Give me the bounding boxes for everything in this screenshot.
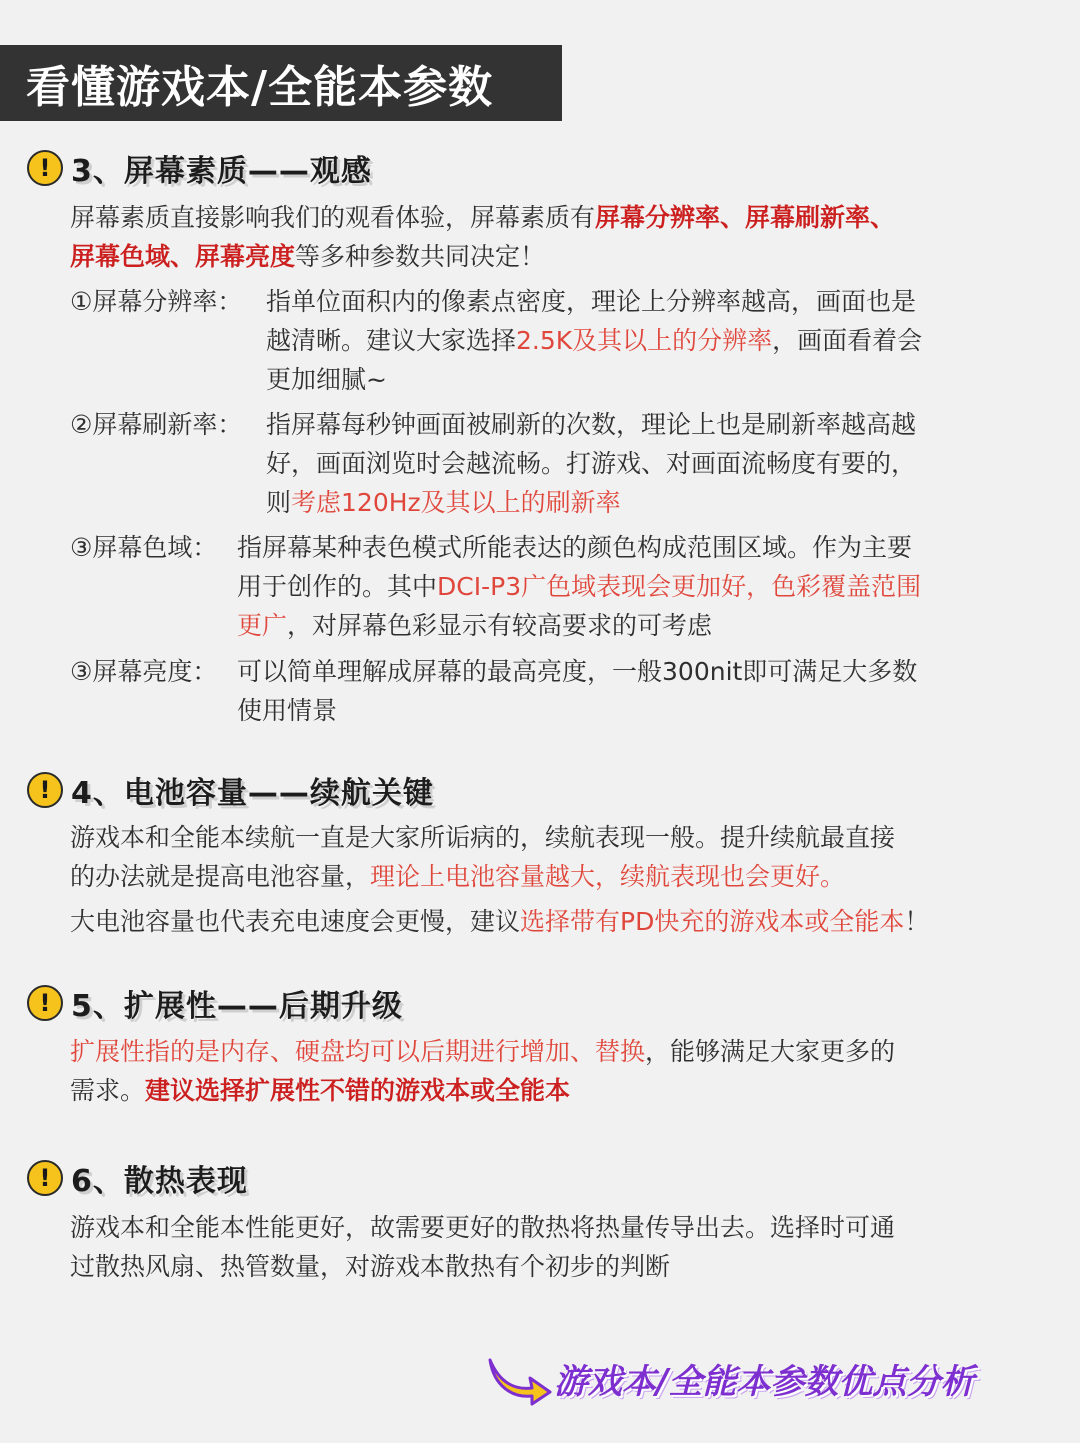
s3-resolution-line-2: 越清晰。建议大家选择2.5K及其以上的分辨率，画面看着会 bbox=[266, 326, 923, 355]
footer-text: 游戏本/全能本参数优点分析 bbox=[554, 1361, 975, 1402]
section-4-title: 4、电池容量——续航关键 bbox=[71, 776, 434, 811]
s3-resolution-label: ①屏幕分辨率： bbox=[70, 287, 243, 316]
section-3-title: 3、屏幕素质——观感 bbox=[71, 154, 372, 189]
exclamation-icon: ! bbox=[27, 1160, 63, 1196]
s3-refresh-line-2: 好，画面浏览时会越流畅。打游戏、对画面流畅度有要的， bbox=[266, 449, 917, 478]
section-4-heading bbox=[27, 770, 434, 810]
s3-gamut-line-2: 用于创作的。其中DCI-P3广色域表现会更加好，色彩覆盖范围 bbox=[237, 572, 922, 601]
footer-caption bbox=[486, 1348, 974, 1408]
s3-intro-line-1: 屏幕素质直接影响我们的观看体验，屏幕素质有屏幕分辨率、屏幕刷新率、 bbox=[70, 203, 896, 232]
s3-gamut-line-1: 指屏幕某种表色模式所能表达的颜色构成范围区域。作为主要 bbox=[237, 533, 913, 562]
s6-line-2: 过散热风扇、热管数量，对游戏本散热有个初步的判断 bbox=[70, 1252, 671, 1281]
s3-gamut-line-3: 更广，对屏幕色彩显示有较高要求的可考虑 bbox=[237, 611, 713, 640]
s4-line-2: 的办法就是提高电池容量，理论上电池容量越大，续航表现也会更好。 bbox=[70, 862, 846, 891]
section-5-title: 5、扩展性——后期升级 bbox=[71, 989, 403, 1024]
section-6-title: 6、散热表现 bbox=[71, 1164, 248, 1199]
s6-line-1: 游戏本和全能本性能更好，故需要更好的散热将热量传导出去。选择时可通 bbox=[70, 1213, 896, 1242]
s4-line-1: 游戏本和全能本续航一直是大家所诟病的，续航表现一般。提升续航最直接 bbox=[70, 823, 896, 852]
s3-brightness-line-1: 可以简单理解成屏幕的最高亮度，一般300nit即可满足大多数 bbox=[237, 657, 918, 686]
s3-gamut-label: ③屏幕色域： bbox=[70, 533, 218, 562]
section-5-heading bbox=[27, 983, 403, 1023]
section-3-heading bbox=[27, 148, 372, 188]
s5-line-2: 需求。建议选择扩展性不错的游戏本或全能本 bbox=[70, 1076, 571, 1105]
s3-intro-line-2: 屏幕色域、屏幕亮度等多种参数共同决定！ bbox=[70, 242, 546, 271]
s3-resolution-line-1: 指单位面积内的像素点密度，理论上分辨率越高，画面也是 bbox=[266, 287, 917, 316]
curved-arrow-icon bbox=[486, 1350, 554, 1406]
exclamation-icon: ! bbox=[27, 772, 63, 808]
s3-refresh-line-3: 则考虑120Hz及其以上的刷新率 bbox=[266, 488, 621, 517]
s3-resolution-line-3: 更加细腻~ bbox=[266, 365, 387, 394]
s3-brightness-label: ③屏幕亮度： bbox=[70, 657, 218, 686]
exclamation-icon: ! bbox=[27, 150, 63, 186]
s4-line-3: 大电池容量也代表充电速度会更慢，建议选择带有PD快充的游戏本或全能本！ bbox=[70, 907, 930, 936]
section-6-heading bbox=[27, 1158, 248, 1198]
s3-refresh-line-1: 指屏幕每秒钟画面被刷新的次数，理论上也是刷新率越高越 bbox=[266, 410, 917, 439]
exclamation-icon: ! bbox=[27, 985, 63, 1021]
s5-line-1: 扩展性指的是内存、硬盘均可以后期进行增加、替换，能够满足大家更多的 bbox=[70, 1037, 896, 1066]
page-title: 看懂游戏本/全能本参数 bbox=[0, 45, 562, 121]
s3-refresh-label: ②屏幕刷新率： bbox=[70, 410, 243, 439]
s3-brightness-line-2: 使用情景 bbox=[237, 696, 338, 725]
